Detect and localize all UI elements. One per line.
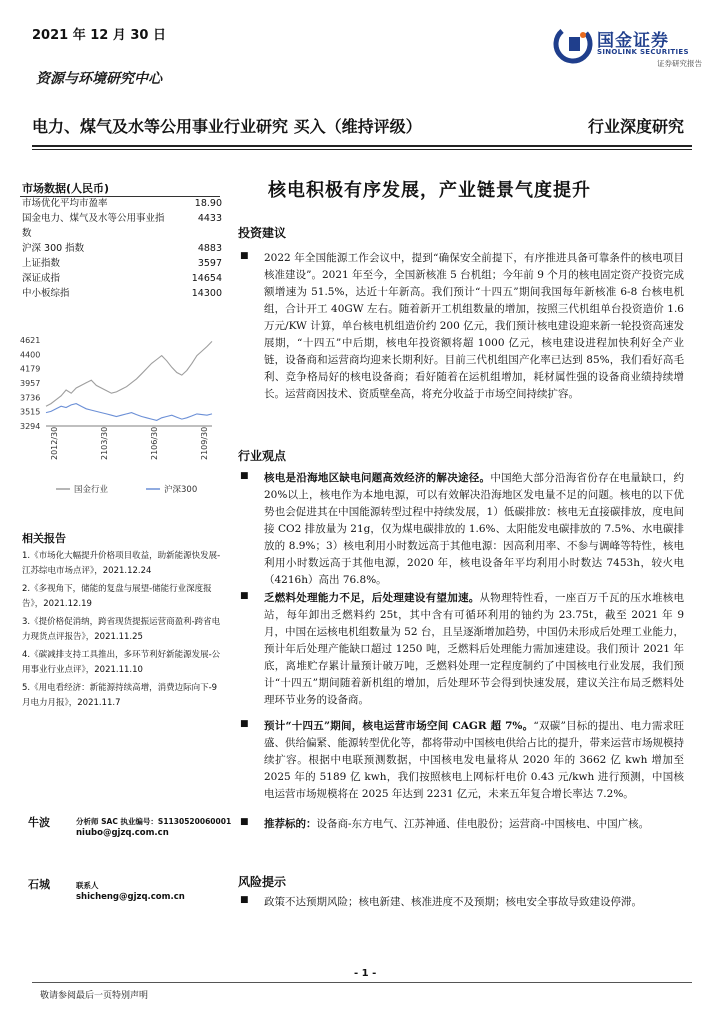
risk-paragraph	[240, 894, 684, 911]
view-item-body: 中国绝大部分沿海省份存在电量缺口，约 20%以上，核电作为本地电源，可以有效解决沿海地区发电量不足的问题。核电的以下优势也会促进其在中国能源转型过程中持续发展，1）低碳排放：核电无直接碳排放，度电间接 CO2 排放量为 21g，仅为煤电碳排放的 1.6%、太阳能发电碳排放的 7.5%、水电碳排放的 8.9%；3）核电利用小时数远高于其他电源：因高利用率、不参与调峰等特性，核电利用小时数远高于其他电源，2020 年，核电设备年平均利用小时数达 7453h，较火电（4216h）高出 76.8%。	[264, 472, 685, 586]
invest-paragraph	[240, 250, 684, 403]
report-category: 证券研究报告	[657, 59, 702, 68]
y-tick-label: 4179	[20, 364, 41, 374]
logo-english: SINOLINK SECURITIES	[597, 48, 689, 56]
square-bullet-icon: ■	[240, 719, 249, 729]
view-item-lead: 推荐标的：	[264, 818, 317, 830]
view-section-title: 行业观点	[238, 449, 287, 463]
header-rule-thin	[32, 149, 692, 150]
report-title: 核电积极有序发展，产业链景气度提升	[268, 180, 591, 201]
logo-mark-icon	[553, 24, 593, 64]
x-tick-label: 2109/30	[200, 426, 209, 460]
related-report-item[interactable]: 5.《用电看经济：新能源持续高增，消费边际向下-9 月电力月报》，2021.11.7	[22, 683, 218, 708]
x-tick-label: 2103/30	[100, 426, 109, 460]
view-item-text	[252, 470, 684, 589]
y-tick-label: 3736	[20, 393, 41, 403]
view-item-text	[252, 590, 684, 709]
view-item-body: 设备商-东方电气、江苏神通、佳电股份；运营商-中国核电、中国广核。	[316, 818, 650, 830]
index-chart-svg	[16, 330, 224, 500]
market-data-row	[22, 256, 222, 271]
square-bullet-icon: ■	[240, 251, 249, 261]
y-tick-label: 3294	[20, 422, 41, 431]
author-role: 联系人	[76, 881, 99, 890]
footer-rule	[32, 982, 692, 983]
square-bullet-icon: ■	[240, 591, 249, 601]
header-rule	[32, 145, 692, 147]
page-title: 电力、煤气及水等公用事业行业研究 买入（维持评级）	[32, 117, 422, 136]
related-report-item[interactable]: 1.《市场化大幅提升价格项目收益，助新能源快发展-江苏综电市场点评》，2021.12.24	[22, 551, 221, 576]
market-data-row	[22, 286, 222, 301]
author-role: 分析师 SAC 执业编号：S1130520060001	[76, 817, 232, 826]
page-number: - 1 -	[354, 968, 377, 979]
y-tick-label: 3515	[20, 407, 41, 417]
author-email[interactable]: niubo@gjzq.com.cn	[76, 828, 169, 838]
square-bullet-icon: ■	[240, 471, 249, 481]
y-tick-label: 3957	[20, 379, 41, 389]
view-item-lead: 核电是沿海地区缺电问题高效经济的解决途径。	[264, 472, 491, 484]
footer-note: 敬请参阅最后一页特别声明	[40, 991, 149, 1001]
market-data-value: 4433	[197, 213, 222, 224]
market-data-value: 18.90	[194, 198, 222, 209]
view-item-text	[252, 816, 649, 833]
legend-label: 沪深300	[164, 485, 198, 495]
market-data-row	[22, 196, 222, 211]
x-tick-label: 2012/30	[50, 426, 59, 460]
related-reports-list	[22, 549, 222, 714]
view-item	[240, 590, 684, 709]
index-chart	[16, 330, 224, 500]
square-bullet-icon: ■	[240, 817, 249, 827]
view-item-lead: 预计“十四五”期间，核电运营市场空间 CAGR 超 7%。	[264, 720, 534, 732]
author-name: 牛波	[28, 816, 50, 829]
invest-text: 2022 年全国能源工作会议中，提到“确保安全前提下，有序推进具备可靠条件的核电项目核准建设”。2021 年至今，全国新核准 5 台机组；今年前 9 个月的核电固定资产投资完成额增速为 51.5%，达近十年新高。我们预计“十四五”期间我国每年新核准 6-8 台核电机组，合计开工 40GW 左右。随着新开工机组数量的增加，按照三代机组单台投资造价 1.6 万元/KW 计算，单台核电机组造价约 200 亿元，我们预计核电建设迎来新一轮投资高速发展期，“十四五”中后期，核电年投资额将超 1000 亿元，核电建设进程加快利好全产业链，设备商和运营商均迎来长期利好。目前三代机组国产化率已达到 85%，我们看好高毛利、竞争格局好的核电设备商；看好随着在运机组增加，耗材属性强的设备商业绩持续增长。运营商因技术、资质壁垒高，将充分收益于市场空间持续扩容。	[264, 252, 684, 400]
market-data-title: 市场数据(人民币)	[22, 182, 110, 195]
view-item-lead: 乏燃料处理能力不足，后处理建设有望加速。	[264, 592, 480, 604]
market-data-row	[22, 241, 222, 256]
market-data-value: 14654	[191, 273, 222, 284]
risk-section-title: 风险提示	[238, 875, 287, 889]
legend-label: 国金行业	[74, 485, 109, 495]
y-tick-label: 4400	[20, 350, 41, 360]
market-data-value: 3597	[197, 258, 222, 269]
logo-name: 国金证券	[597, 31, 669, 51]
related-report-item[interactable]: 3.《提价格促消纳，跨省现货提振运营商盈利-跨省电力现货点评报告》，2021.11.25	[22, 617, 221, 642]
view-item	[240, 816, 684, 833]
doc-type: 行业深度研究	[587, 117, 684, 136]
market-data-label: 市场优化平均市盈率	[22, 198, 108, 209]
view-item-body: “双碳”目标的提出、电力需求旺盛、供给偏紧、能源转型优化等，都将带动中国核电供给占比的提升，带来运营市场规模持续扩容。根据中电联预测数据，中国核电发电量将从 2020 年的 3662 亿 kwh 增加至 2025 年的 5189 亿 kwh，我们按照核电上网标杆电价 0.43 元/kwh 进行预测，中国核电运营市场规模将在 2025 年达到 2231 亿元，未来五年复合增长率达 7.2%。	[264, 720, 684, 800]
series-line-1	[46, 404, 212, 421]
related-report-item[interactable]: 2.《多视角下，储能的复盘与展望-储能行业深度报告》，2021.12.19	[22, 584, 212, 609]
related-report-item[interactable]: 4.《碳减排支持工具推出，多环节利好新能源发展-公用事业行业点评》，2021.11.10	[22, 650, 221, 675]
author-email[interactable]: shicheng@gjzq.com.cn	[76, 892, 185, 902]
y-tick-label: 4621	[20, 336, 41, 345]
market-data-value: 4883	[197, 243, 222, 254]
market-data-label: 沪深 300 指数	[22, 243, 85, 254]
risk-text: 政策不达预期风险；核电新建、核准进度不及预期；核电安全事故导致建设停滞。	[264, 896, 642, 908]
view-item	[240, 470, 684, 589]
market-data-row	[22, 271, 222, 286]
research-center: 资源与环境研究中心	[36, 71, 162, 87]
market-data-label: 上证指数	[22, 258, 61, 269]
market-data-table	[22, 196, 222, 301]
view-item	[240, 718, 684, 803]
market-data-value: 14300	[191, 288, 222, 299]
market-data-label: 中小板综指	[22, 288, 70, 299]
x-tick-label: 2106/30	[150, 426, 159, 460]
market-data-row	[22, 211, 222, 241]
series-line-0	[46, 341, 212, 406]
view-item-body: 从物理特性看，一座百万千瓦的压水堆核电站，每年卸出乏燃料约 25t，其中含有可循环利用的铀约为 23.75t，截至 2021 年 9 月，中国在运核电机组数量为 52 台，且呈逐渐增加趋势，中国仍未形成后处理工业能力，预计年后处理产能缺口超过 1250 吨，乏燃料后处理能力需加速建设。我们预计 2021 年底，离堆贮存累计量预计破万吨，乏燃料处理一定程度制约了中国核电行业发展，我们预计“十四五”期间随着新机组的增加，后处理环节会得到快速发展，建议关注布局乏燃料处理环节业务的设备商。	[264, 592, 685, 706]
author-name: 石城	[28, 878, 50, 891]
view-item-text	[252, 718, 684, 803]
report-date: 2021 年 12 月 30 日	[32, 28, 166, 43]
invest-section-title: 投资建议	[238, 226, 287, 240]
market-data-label: 深证成指	[22, 273, 61, 284]
square-bullet-icon: ■	[240, 895, 249, 905]
market-data-label: 国金电力、煤气及水等公用事业指数	[22, 213, 165, 239]
related-reports-title: 相关报告	[22, 532, 66, 545]
